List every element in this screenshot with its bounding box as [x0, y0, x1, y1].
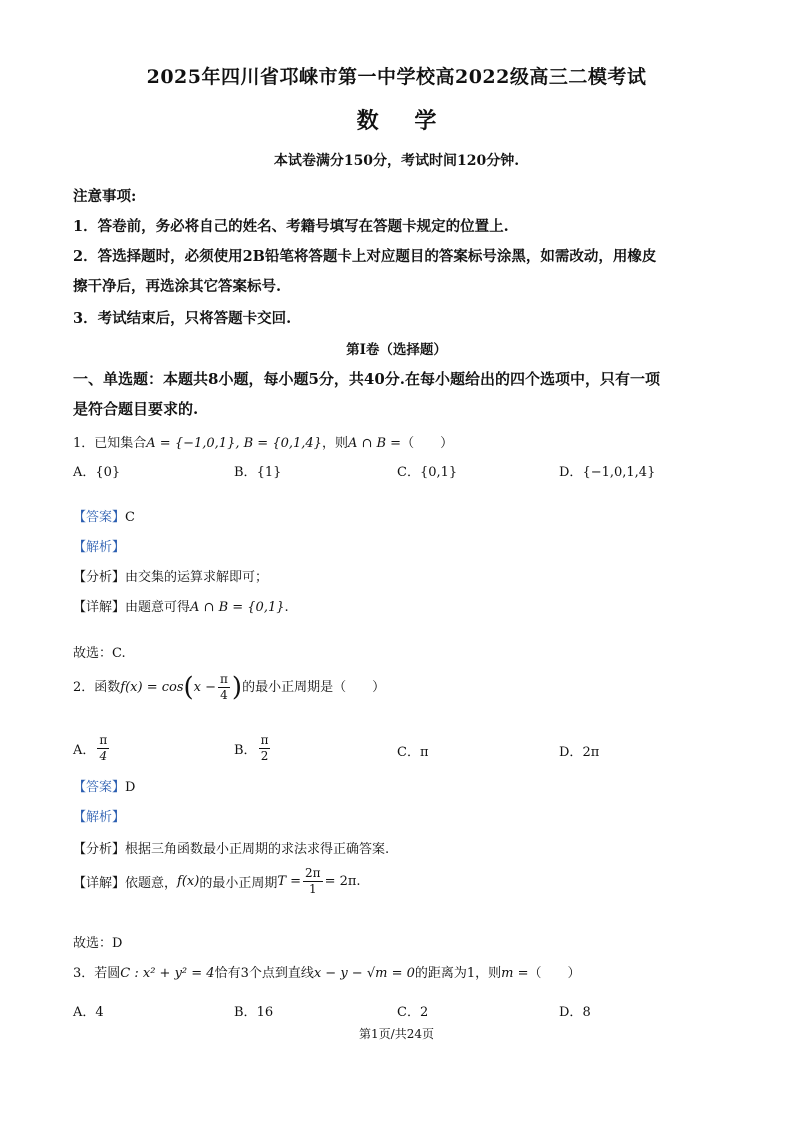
- q2-answer: 【答案】D: [73, 780, 136, 795]
- q1-intersection: A ∩ B =: [347, 436, 402, 451]
- part-heading: 第I卷（选择题）: [346, 342, 447, 358]
- q1-sets: A = {−1,0,1}, B = {0,1,4}: [146, 436, 322, 451]
- note-item-3: 3．考试结束后，只将答题卡交回.: [73, 310, 292, 327]
- note-item-2: 2．答选择题时，必须使用2B铅笔将答题卡上对应题目的答案标号涂黑，如需改动，用橡皮: [73, 248, 657, 265]
- q1-option-d: D．{−1,0,1,4}: [559, 465, 656, 480]
- q2-option-b: B． $\frac{\pi}{2}$: [234, 733, 269, 763]
- q2-analysis-tag: 【解析】: [73, 810, 126, 825]
- q1-xiangjie: 【详解】由题意可得A ∩ B = {0,1}.: [73, 600, 289, 615]
- note-item-2-cont: 擦干净后，再选涂其它答案标号.: [73, 278, 282, 295]
- q3-option-a: A．4: [73, 1005, 104, 1020]
- exam-title: 2025年四川省邛崃市第一中学校高2022级高三二模考试: [146, 66, 647, 88]
- q3-option-c: C．2: [397, 1005, 429, 1020]
- q2-choice: 故选：D: [73, 936, 123, 951]
- q1-option-c: C．{0,1}: [397, 465, 458, 480]
- question-3-stem: 3．若圆C : x² + y² = 4恰有3个点到直线x − y − √m = 0的距离为1，则m =（ ）: [73, 966, 581, 981]
- q1-option-b: B．{1}: [234, 465, 282, 480]
- q2-option-a: A． $\frac{\pi}{4}$: [73, 733, 108, 763]
- exam-intro: 本试卷满分150分，考试时间120分钟.: [273, 153, 520, 169]
- section-heading-line1: 一、单选题：本题共8小题，每小题5分，共40分.在每小题给出的四个选项中，只有一项: [73, 370, 660, 388]
- q2-xiangjie: 【详解】依题意，f(x)的最小正周期T = $\frac{2\pi}{1}$ = 2π.: [73, 866, 361, 896]
- q1-analysis-tag: 【解析】: [73, 540, 126, 555]
- q1-answer: 【答案】C: [73, 510, 135, 525]
- question-1-stem: 1．已知集合A = {−1,0,1}, B = {0,1,4}，则A ∩ B =（ ）: [73, 436, 454, 451]
- q1-fenxi: 【分析】由交集的运算求解即可；: [73, 570, 269, 585]
- q3-option-b: B．16: [234, 1005, 274, 1020]
- note-item-1: 1．答卷前，务必将自己的姓名、考籍号填写在答题卡规定的位置上.: [73, 218, 509, 235]
- q1-choice: 故选：C.: [73, 646, 126, 661]
- section-heading-line2: 是符合题目要求的.: [73, 400, 199, 418]
- q2-option-c: C．π: [397, 745, 429, 760]
- subject-title: 数 学: [356, 108, 437, 134]
- q2-fenxi: 【分析】根据三角函数最小正周期的求法求得正确答案.: [73, 842, 390, 857]
- notes-heading: 注意事项:: [73, 188, 137, 205]
- question-2-stem: 2．函数f(x) = cos(x − $\frac{\pi}{4}$ )的最小正周期是（ ）: [73, 672, 386, 703]
- q2-option-d: D．2π: [559, 745, 600, 760]
- q3-option-d: D．8: [559, 1005, 591, 1020]
- q1-option-a: A．{0}: [73, 465, 121, 480]
- page-footer: 第1页/共24页: [359, 1027, 434, 1041]
